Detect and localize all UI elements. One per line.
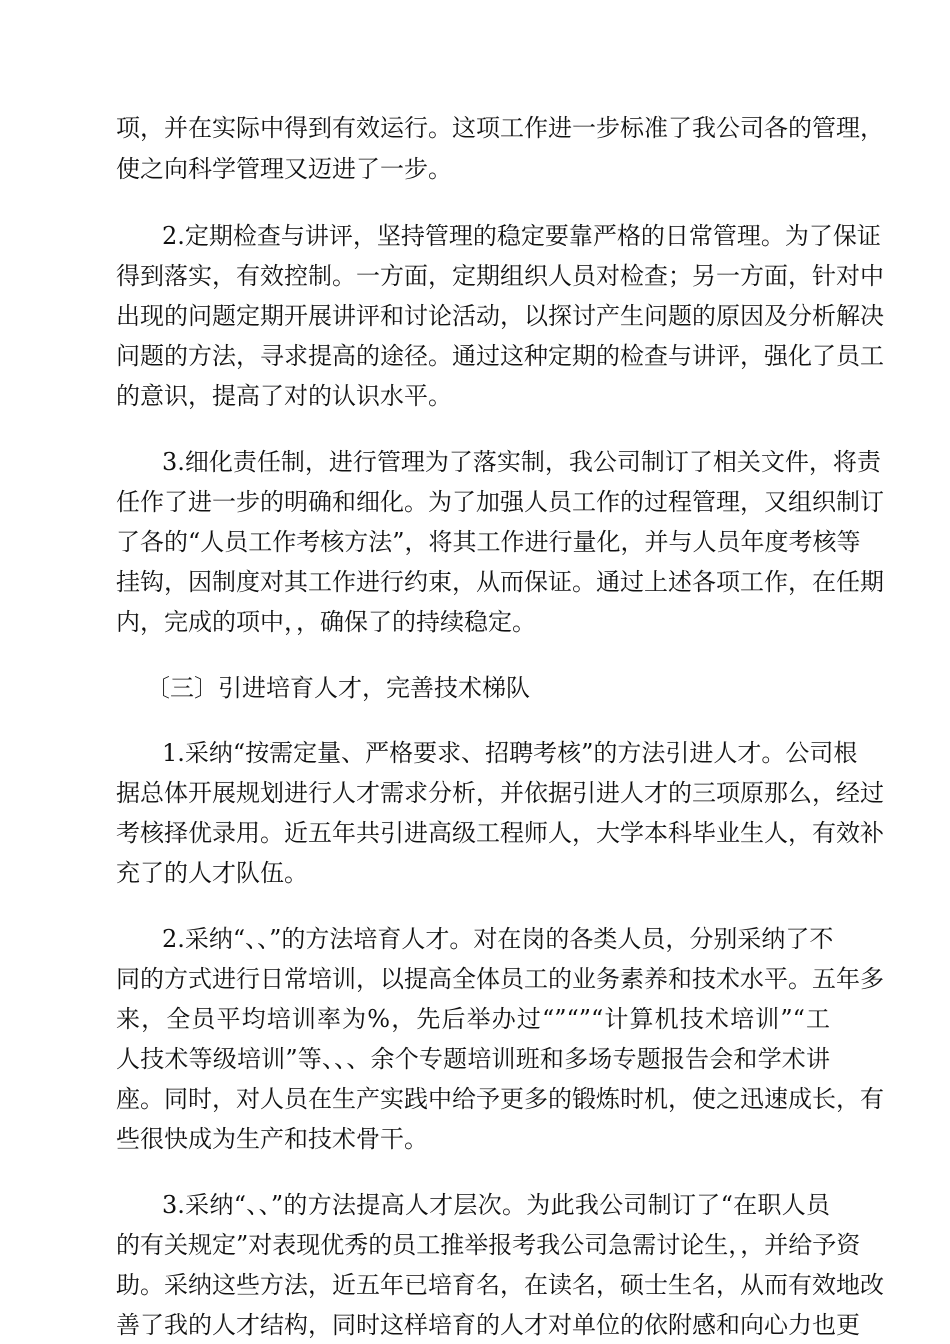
paragraph-line: 人技术等级培训”等、、、余个专题培训班和多场专题报告会和学术讲 [116,1045,830,1073]
paragraph-line: 助。采纳这些方法，近五年已培育名，在读名，硕士生名，从而有效地改 [116,1271,884,1299]
paragraph-line: 了各的“人员工作考核方法”，将其工作进行量化，并与人员年度考核等 [116,528,861,556]
paragraph-line: 挂钩，因制度对其工作进行约束，从而保证。通过上述各项工作，在任期 [116,568,884,596]
paragraph-line: 项，并在实际中得到有效运行。这项工作进一步标准了我公司各的管理， [116,114,884,142]
paragraph-line: 1.采纳“按需定量、严格要求、招聘考核”的方法引进人才。公司根 [162,739,858,767]
paragraph-line: 使之向科学管理又迈进了一步。 [116,155,452,183]
paragraph-line: 的意识，提高了对的认识水平。 [116,382,452,410]
paragraph-line: 来，全员平均培训率为%，先后举办过“”“”“计算机技术培训”“工 [116,1005,830,1033]
paragraph-line: 座。同时，对人员在生产实践中给予更多的锻炼时机，使之迅速成长，有 [116,1085,884,1113]
paragraph-line: 2.定期检查与讲评，坚持管理的稳定要靠严格的日常管理。为了保证 [162,222,881,250]
paragraph-line: 善了我的人才结构，同时这样培育的人才对单位的依附感和向心力也更 [116,1311,860,1339]
paragraph-line: 些很快成为生产和技术骨干。 [116,1125,428,1153]
paragraph-line: 据总体开展规划进行人才需求分析，并依据引进人才的三项原那么，经过 [116,779,884,807]
paragraph-line: 2.采纳“、、”的方法培育人才。对在岗的各类人员，分别采纳了不 [162,925,834,953]
paragraph-line: 的有关规定”对表现优秀的员工推举报考我公司急需讨论生，，并给予资 [116,1231,861,1259]
paragraph-line: 考核择优录用。近五年共引进高级工程师人，大学本科毕业生人，有效补 [116,819,884,847]
paragraph-line: 出现的问题定期开展讲评和讨论活动，以探讨产生问题的原因及分析解决 [116,302,884,330]
paragraph-line: 3.细化责任制，进行管理为了落实制，我公司制订了相关文件，将责 [162,448,881,476]
section-heading: 〔三〕引进培育人才，完善技术梯队 [146,674,530,702]
paragraph-line: 同的方式进行日常培训，以提高全体员工的业务素养和技术水平。五年多 [116,965,884,993]
paragraph-line: 问题的方法，寻求提高的途径。通过这种定期的检查与讲评，强化了员工 [116,342,884,370]
paragraph-line: 3.采纳“、、”的方法提高人才层次。为此我公司制订了“在职人员 [162,1191,830,1219]
paragraph-line: 得到落实，有效控制。一方面，定期组织人员对检查；另一方面，针对中 [116,262,884,290]
paragraph-line: 内，完成的项中，，确保了的持续稳定。 [116,608,536,636]
paragraph-line: 任作了进一步的明确和细化。为了加强人员工作的过程管理，又组织制订 [116,488,884,516]
paragraph-line: 充了的人才队伍。 [116,859,308,887]
